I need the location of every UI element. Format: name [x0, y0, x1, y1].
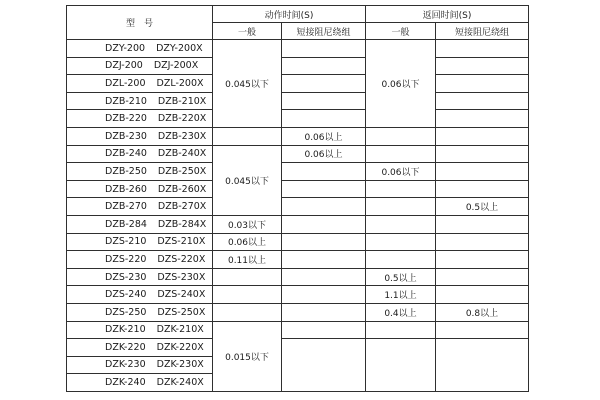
model-name-variant: DZK-230X: [156, 359, 204, 371]
action-general-cell: [213, 127, 282, 145]
header-row-1: [67, 6, 529, 23]
return-damping-cell: [436, 321, 529, 339]
model-cell: [67, 110, 213, 128]
model-name-variant: DZB-260X: [157, 183, 207, 195]
action-general-cell: 0.03以下: [213, 215, 282, 233]
action-damping-cell: [282, 110, 366, 128]
action-damping-cell: [282, 321, 366, 339]
model-name-variant: DZL-200X: [156, 77, 204, 89]
header-action-general: 一般: [213, 23, 282, 40]
table-row: [67, 233, 529, 251]
return-damping-cell: [436, 268, 529, 286]
table-header: [67, 6, 529, 40]
action-general-cell: 0.045以下: [213, 40, 282, 128]
model-name-base: DZB-230: [105, 130, 147, 142]
model-cell: [67, 180, 213, 198]
header-return-time: 返回时间(S): [366, 6, 529, 23]
return-general-cell: 0.4以上: [366, 303, 436, 321]
spec-table-container: [66, 5, 529, 392]
return-general-cell: 0.06以下: [366, 40, 436, 128]
action-general-cell: 0.06以上: [213, 233, 282, 251]
table-row: [67, 180, 529, 198]
model-cell: [67, 251, 213, 269]
return-general-cell: [366, 233, 436, 251]
header-model: 型 号: [67, 6, 213, 40]
return-damping-cell: [436, 40, 529, 58]
action-damping-cell: [282, 339, 366, 392]
model-cell: [67, 92, 213, 110]
action-general-cell: [213, 268, 282, 286]
action-damping-cell: [282, 303, 366, 321]
table-row: [67, 286, 529, 304]
return-damping-cell: [436, 251, 529, 269]
model-cell: [67, 286, 213, 304]
model-name-variant: DZS-240X: [157, 289, 206, 301]
table-body: [67, 40, 529, 392]
table-row: [67, 303, 529, 321]
return-general-cell: [366, 215, 436, 233]
model-cell: [67, 75, 213, 93]
model-name-base: DZB-220: [105, 113, 147, 125]
action-damping-cell: [282, 40, 366, 58]
action-general-cell: [213, 286, 282, 304]
table-row: [67, 92, 529, 110]
return-damping-cell: 0.8以上: [436, 303, 529, 321]
model-name-variant: DZB-250X: [157, 165, 207, 177]
model-name-base: DZK-210: [105, 324, 146, 336]
table-row: [67, 57, 529, 75]
model-cell: [67, 163, 213, 181]
return-general-cell: 0.5以上: [366, 268, 436, 286]
model-name-base: DZB-250: [105, 165, 147, 177]
model-name-variant: DZB-240X: [157, 148, 207, 160]
return-general-cell: [366, 321, 436, 339]
return-general-cell: 0.06以下: [366, 163, 436, 181]
model-name-variant: DZS-210X: [157, 236, 206, 248]
return-general-cell: [366, 251, 436, 269]
table-row: [67, 268, 529, 286]
action-general-cell: 0.11以上: [213, 251, 282, 269]
model-name-base: DZB-260: [105, 183, 147, 195]
table-row: [67, 163, 529, 181]
return-general-cell: [366, 127, 436, 145]
return-damping-cell: [436, 145, 529, 163]
action-damping-cell: [282, 251, 366, 269]
action-damping-cell: [282, 92, 366, 110]
return-damping-cell: [436, 57, 529, 75]
return-general-cell: 1.1以上: [366, 286, 436, 304]
model-name-variant: DZS-230X: [157, 271, 206, 283]
return-damping-cell: [436, 110, 529, 128]
model-name-variant: DZB-270X: [157, 201, 207, 213]
table-row: [67, 198, 529, 216]
model-name-variant: DZJ-200X: [153, 60, 199, 72]
return-damping-cell: [436, 215, 529, 233]
model-name-base: DZK-230: [105, 359, 146, 371]
action-damping-cell: [282, 215, 366, 233]
model-name-variant: DZK-240X: [156, 377, 204, 389]
table-row: [67, 110, 529, 128]
return-general-cell: [366, 339, 436, 392]
table-row: [67, 40, 529, 58]
model-cell: [67, 145, 213, 163]
action-damping-cell: 0.06以上: [282, 145, 366, 163]
model-name-base: DZS-210: [105, 236, 147, 248]
action-damping-cell: [282, 286, 366, 304]
model-cell: [67, 356, 213, 374]
table-row: [67, 339, 529, 357]
header-action-time: 动作时间(S): [213, 6, 366, 23]
return-damping-cell: [436, 92, 529, 110]
model-name-variant: DZB-230X: [157, 130, 207, 142]
table-row: [67, 215, 529, 233]
model-name-variant: DZS-250X: [157, 306, 206, 318]
action-damping-cell: [282, 163, 366, 181]
model-name-base: DZS-220: [105, 253, 147, 265]
model-name-variant: DZB-284X: [157, 218, 207, 230]
model-cell: [67, 268, 213, 286]
action-damping-cell: 0.06以上: [282, 127, 366, 145]
return-general-cell: [366, 180, 436, 198]
model-name-variant: DZY-200X: [156, 42, 203, 54]
action-general-cell: 0.045以下: [213, 145, 282, 215]
return-damping-cell: [436, 127, 529, 145]
model-name-base: DZY-200: [105, 42, 146, 54]
action-damping-cell: [282, 268, 366, 286]
model-name-base: DZL-200: [105, 77, 146, 89]
action-general-cell: 0.015以下: [213, 321, 282, 391]
model-name-base: DZS-230: [105, 271, 147, 283]
action-damping-cell: [282, 57, 366, 75]
model-cell: [67, 339, 213, 357]
model-name-base: DZK-220: [105, 341, 146, 353]
model-cell: [67, 127, 213, 145]
return-damping-cell: [436, 163, 529, 181]
model-name-variant: DZK-210X: [156, 324, 204, 336]
action-damping-cell: [282, 198, 366, 216]
model-cell: [67, 57, 213, 75]
model-name-base: DZS-250: [105, 306, 147, 318]
model-name-base: DZB-270: [105, 201, 147, 213]
table-row: [67, 75, 529, 93]
model-name-base: DZK-240: [105, 377, 146, 389]
return-damping-cell: [436, 339, 529, 392]
model-name-base: DZB-284: [105, 218, 147, 230]
model-name-base: DZS-240: [105, 289, 147, 301]
model-cell: [67, 303, 213, 321]
table-row: [67, 145, 529, 163]
header-return-general: 一般: [366, 23, 436, 40]
return-damping-cell: 0.5以上: [436, 198, 529, 216]
model-cell: [67, 374, 213, 392]
model-name-base: DZB-240: [105, 148, 147, 160]
model-name-variant: DZS-220X: [157, 253, 206, 265]
model-cell: [67, 215, 213, 233]
return-damping-cell: [436, 75, 529, 93]
relay-spec-table: [66, 5, 529, 392]
return-damping-cell: [436, 286, 529, 304]
table-row: [67, 321, 529, 339]
return-damping-cell: [436, 233, 529, 251]
model-name-variant: DZK-220X: [156, 341, 204, 353]
model-name-variant: DZB-210X: [157, 95, 207, 107]
model-name-base: DZJ-200: [105, 60, 143, 72]
header-action-damping: 短接阻尼绕组: [282, 23, 366, 40]
action-general-cell: [213, 303, 282, 321]
model-cell: [67, 198, 213, 216]
return-damping-cell: [436, 180, 529, 198]
table-row: [67, 127, 529, 145]
model-cell: [67, 40, 213, 58]
model-name-variant: DZB-220X: [157, 113, 207, 125]
return-general-cell: [366, 145, 436, 163]
header-return-damping: 短接阻尼绕组: [436, 23, 529, 40]
table-row: [67, 251, 529, 269]
model-name-base: DZB-210: [105, 95, 147, 107]
return-general-cell: [366, 198, 436, 216]
model-cell: [67, 321, 213, 339]
action-damping-cell: [282, 75, 366, 93]
action-damping-cell: [282, 233, 366, 251]
action-damping-cell: [282, 180, 366, 198]
model-cell: [67, 233, 213, 251]
